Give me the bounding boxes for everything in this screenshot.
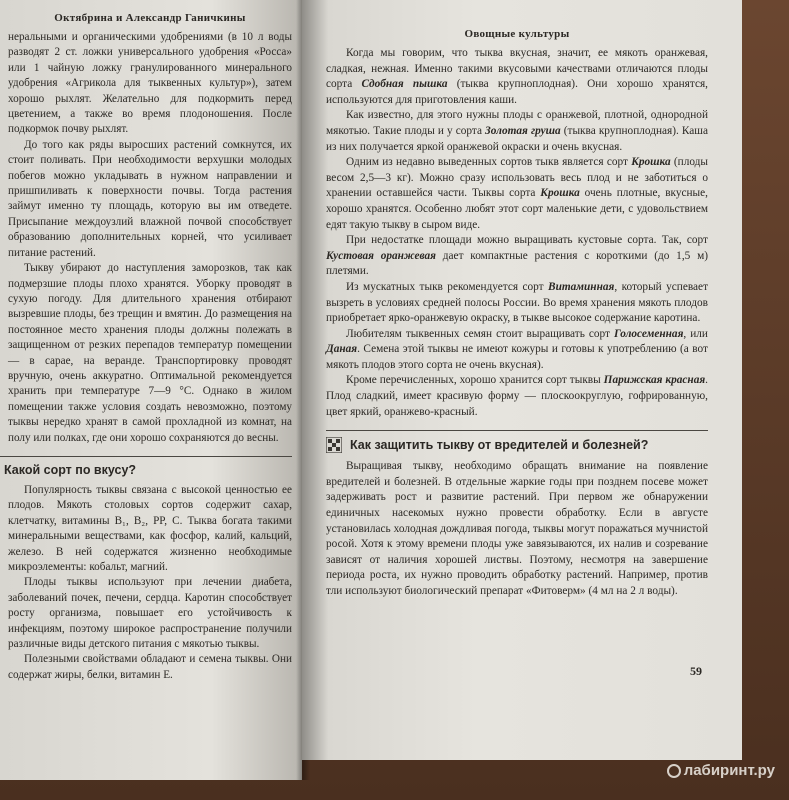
text-run: Одним из недавно выведенных сортов тыкв является сорт (346, 156, 632, 169)
right-top-text (326, 46, 708, 420)
text-run: При недостатке площади можно выращивать кустовые сорта. Так, сорт (346, 234, 708, 247)
ornament-icon (326, 437, 342, 453)
variety-name: Сдобная пышка (361, 78, 448, 91)
right-paragraph (326, 233, 708, 280)
text-run: Как известно, для этого нужны плоды с оранжевой, плотной, однородной мякотью. Такие плоды и у сорта (326, 109, 708, 137)
left-section-title: Какой сорт по вкусу? (4, 462, 137, 477)
text-run: дает компактные растения с короткими (до 1,5 м) плетями. (326, 249, 708, 278)
text-run: Любителям тыквенных семян стоит выращивать сорт (346, 327, 614, 340)
text-run: (тыква крупноплодная). Они хорошо хранятся, используются для приготовления каши. (326, 78, 708, 106)
left-paragraph: Популярность тыквы связана с высокой ценностью ее плодов. Мякоть столовых сортов содержит сахар, клетчатку, витамины B₁, B₂, PP, C. Тыква богата такими минеральными веществами, как фосфор, калий, кальций, железо. В ней содержатся жизненно необходимые микроэлементы: кобальт, магний. (8, 483, 292, 573)
variety-name: Крошка (540, 187, 580, 200)
right-paragraph (326, 108, 708, 155)
left-paragraph: Полезными свойствами обладают и семена тыквы. Они содержат жиры, белки, витамин Е. (8, 653, 292, 681)
text-run: Выращивая тыкву, необходимо обращать внимание на появление вредителей и болезней. В отдельные жаркие годы при позднем посеве может задерживать рост и развитие растений. При первом же обнаружении единичных насекомых нужно провести обработку. Если в августе установилась холодная дождливая погода, тыквы могут поражаться мучнистой росой. Хотя к этому времени плоды уже завязываются, их налив и созревание зависят от наличия хорошей листвы. Поэтому, несмотря на завершение периода роста, их нужно проводить обработку растений. Например, против тли используют биологический препарат «Фитоверм» (4 мл на 2 л воды). (326, 460, 708, 597)
variety-name: Витаминная (548, 280, 615, 293)
right-running-head: Овощные культуры (464, 28, 570, 40)
left-page (0, 0, 302, 780)
right-paragraph (326, 373, 708, 420)
right-paragraph (326, 327, 708, 374)
page-number: 59 (690, 664, 702, 678)
left-paragraph: Тыкву убирают до наступления заморозков, так как подмерзшие плоды плохо хранятся. Уборку проводят в сухую погоду. Для длительного хранения отбирают вызревшие плоды, без трещин и вмятин. До размещения на постоянное место хранения плоды должны полежать в защищенном от резких перепадов температур помещении — в сарае, на веранде. Транспортировку проводят вручную, очень аккуратно. Оптимальной рекомендуется хранить при температуре 7—9 °С. Однако в жилом помещении также условия создать невозможно, поэтому тыквы нередко хранят в самой прохладной из комнат, на полу или полках, где они хорошо сохраняются до весны. (8, 262, 292, 444)
labirint-logo-icon (667, 764, 681, 778)
text-run: (тыква крупноплодная). Каша из них получается яркой оранжевой окраски и очень вкусная. (326, 124, 708, 153)
text-run: , или (683, 327, 708, 340)
variety-name: Кустовая оранжевая (326, 249, 436, 262)
text-run: , который успевает вызреть в условиях средней полосы России. Во время хранения мякоть плодов приобретает ярко-оранжевую окраску, в тыкве высокое содержание каротина. (326, 280, 709, 325)
right-page (302, 0, 742, 760)
text-run: . Семена этой тыквы не имеют кожуры и готовы к употреблению (а вот мякоть плодов этого сорта не очень вкусная). (326, 343, 708, 371)
text-run: . Плод сладкий, имеет красивую форму — плоскоокруглую, гофрированную, цвет яркий, оранжево-красный. (326, 374, 708, 418)
variety-name: Парижская красная (603, 374, 706, 387)
watermark-text: лабиринт.ру (683, 762, 775, 779)
left-section-heading (0, 456, 292, 477)
text-run: Из мускатных тыкв рекомендуется сорт (346, 280, 549, 293)
text-run: (плоды весом 2,5—3 кг). Можно сразу использовать весь плод и не заботиться о хранении оставшейся части. Тыквы сорта (326, 156, 709, 200)
right-bottom-text (326, 459, 708, 599)
left-bottom-text (8, 483, 292, 683)
text-run: Когда мы говорим, что тыква вкусная, значит, ее мякоть оранжевая, сладкая, нежная. Именно такими вкусовыми качествами отличаются плоды сорта (326, 47, 708, 91)
right-section-title: Как защитить тыкву от вредителей и болезней? (350, 438, 649, 453)
variety-name: Даная (326, 343, 358, 356)
right-paragraph (326, 459, 708, 599)
text-run: Кроме перечисленных, хорошо хранится сорт тыквы (346, 374, 604, 387)
variety-name: Крошка (631, 156, 671, 169)
variety-name: Голосеменная (613, 327, 684, 340)
left-paragraph: неральными и органическими удобрениями (в 10 л воды разводят 2 ст. ложки универсального удобрения «Росса» или 1 чайную ложку гранулированного минерального удобрения «Агрикола для тыквенных культур»), затем хорошо рыхлят. Желательно для подкормить перед цветением, а также во время плодоношения. После подкормок почву рыхлят. (8, 31, 292, 136)
left-paragraph: Плоды тыквы используют при лечении диабета, заболеваний почек, печени, сердца. Каротин способствует росту организма, повышает его устойчивость к инфекциям, поэтому широкое распространение получили различные виды детского питания с мякотью тыквы. (8, 576, 292, 651)
right-paragraph (326, 155, 708, 233)
text-run: очень плотные, вкусные, хорошо хранятся. Особенно любят этот сорт маленькие дети, с удовольствием едят такую тыкву в сыром виде. (326, 187, 708, 231)
left-paragraph: До того как ряды выросших растений сомкнутся, их стоит поливать. При необходимости верхушки молодых побегов можно укладывать в нужном направлении и пришпиливать к поверхности почвы. Тогда растения займут именно ту площадь, которую вы им отведете. Присыпание междоузлий влажной почвой способствует образованию дополнительных корней, что усиливает питание растений. (8, 138, 292, 259)
site-watermark (667, 762, 775, 779)
right-paragraph (326, 280, 708, 327)
variety-name: Золотая груша (485, 124, 561, 137)
left-top-text (8, 30, 292, 446)
right-paragraph (326, 46, 708, 108)
left-running-head: Октябрина и Александр Ганичкины (54, 12, 246, 24)
right-section-heading (326, 430, 708, 453)
